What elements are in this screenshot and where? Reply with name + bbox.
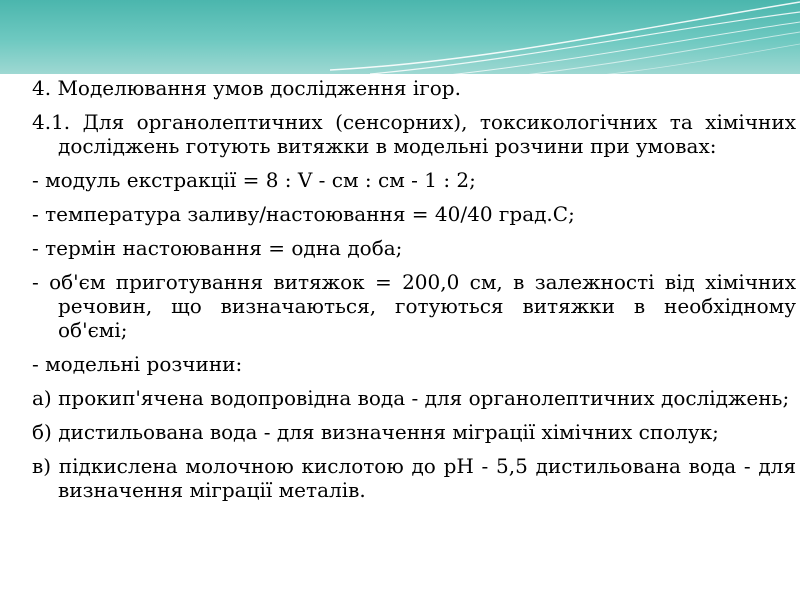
- paragraph-temperature: - температура заливу/настоювання = 40/40 град.С;: [32, 202, 575, 226]
- decorative-lines: [330, 0, 800, 80]
- slide-heading: 4. Моделювання умов дослідження ігор.: [32, 76, 461, 100]
- paragraph-extraction-module: - модуль екстракції = 8 : V - см : см - 1 : 2;: [32, 168, 476, 192]
- paragraph-boiled-water: а) прокип'ячена водопровідна вода - для органолептичних досліджень;: [32, 386, 790, 410]
- slide-body: [32, 76, 796, 512]
- paragraph-distilled-water: б) дистильована вода - для визначення міграції хімічних сполук;: [32, 420, 719, 444]
- paragraph-intro: 4.1. Для органолептичних (сенсорних), токсикологічних та хімічних досліджень готують витяжки в модельні розчини при умовах:: [32, 110, 796, 158]
- paragraph-model-solutions: - модельні розчини:: [32, 352, 243, 376]
- paragraph-duration: - термін настоювання = одна доба;: [32, 236, 403, 260]
- paragraph-acidified-water: в) підкислена молочною кислотою до рН - 5,5 дистильована вода - для визначення міграції металів.: [32, 454, 796, 502]
- paragraph-volume: - об'єм приготування витяжок = 200,0 см, в залежності від хімічних речовин, що визначаються, готуються витяжки в необхідному об'ємі;: [32, 270, 796, 342]
